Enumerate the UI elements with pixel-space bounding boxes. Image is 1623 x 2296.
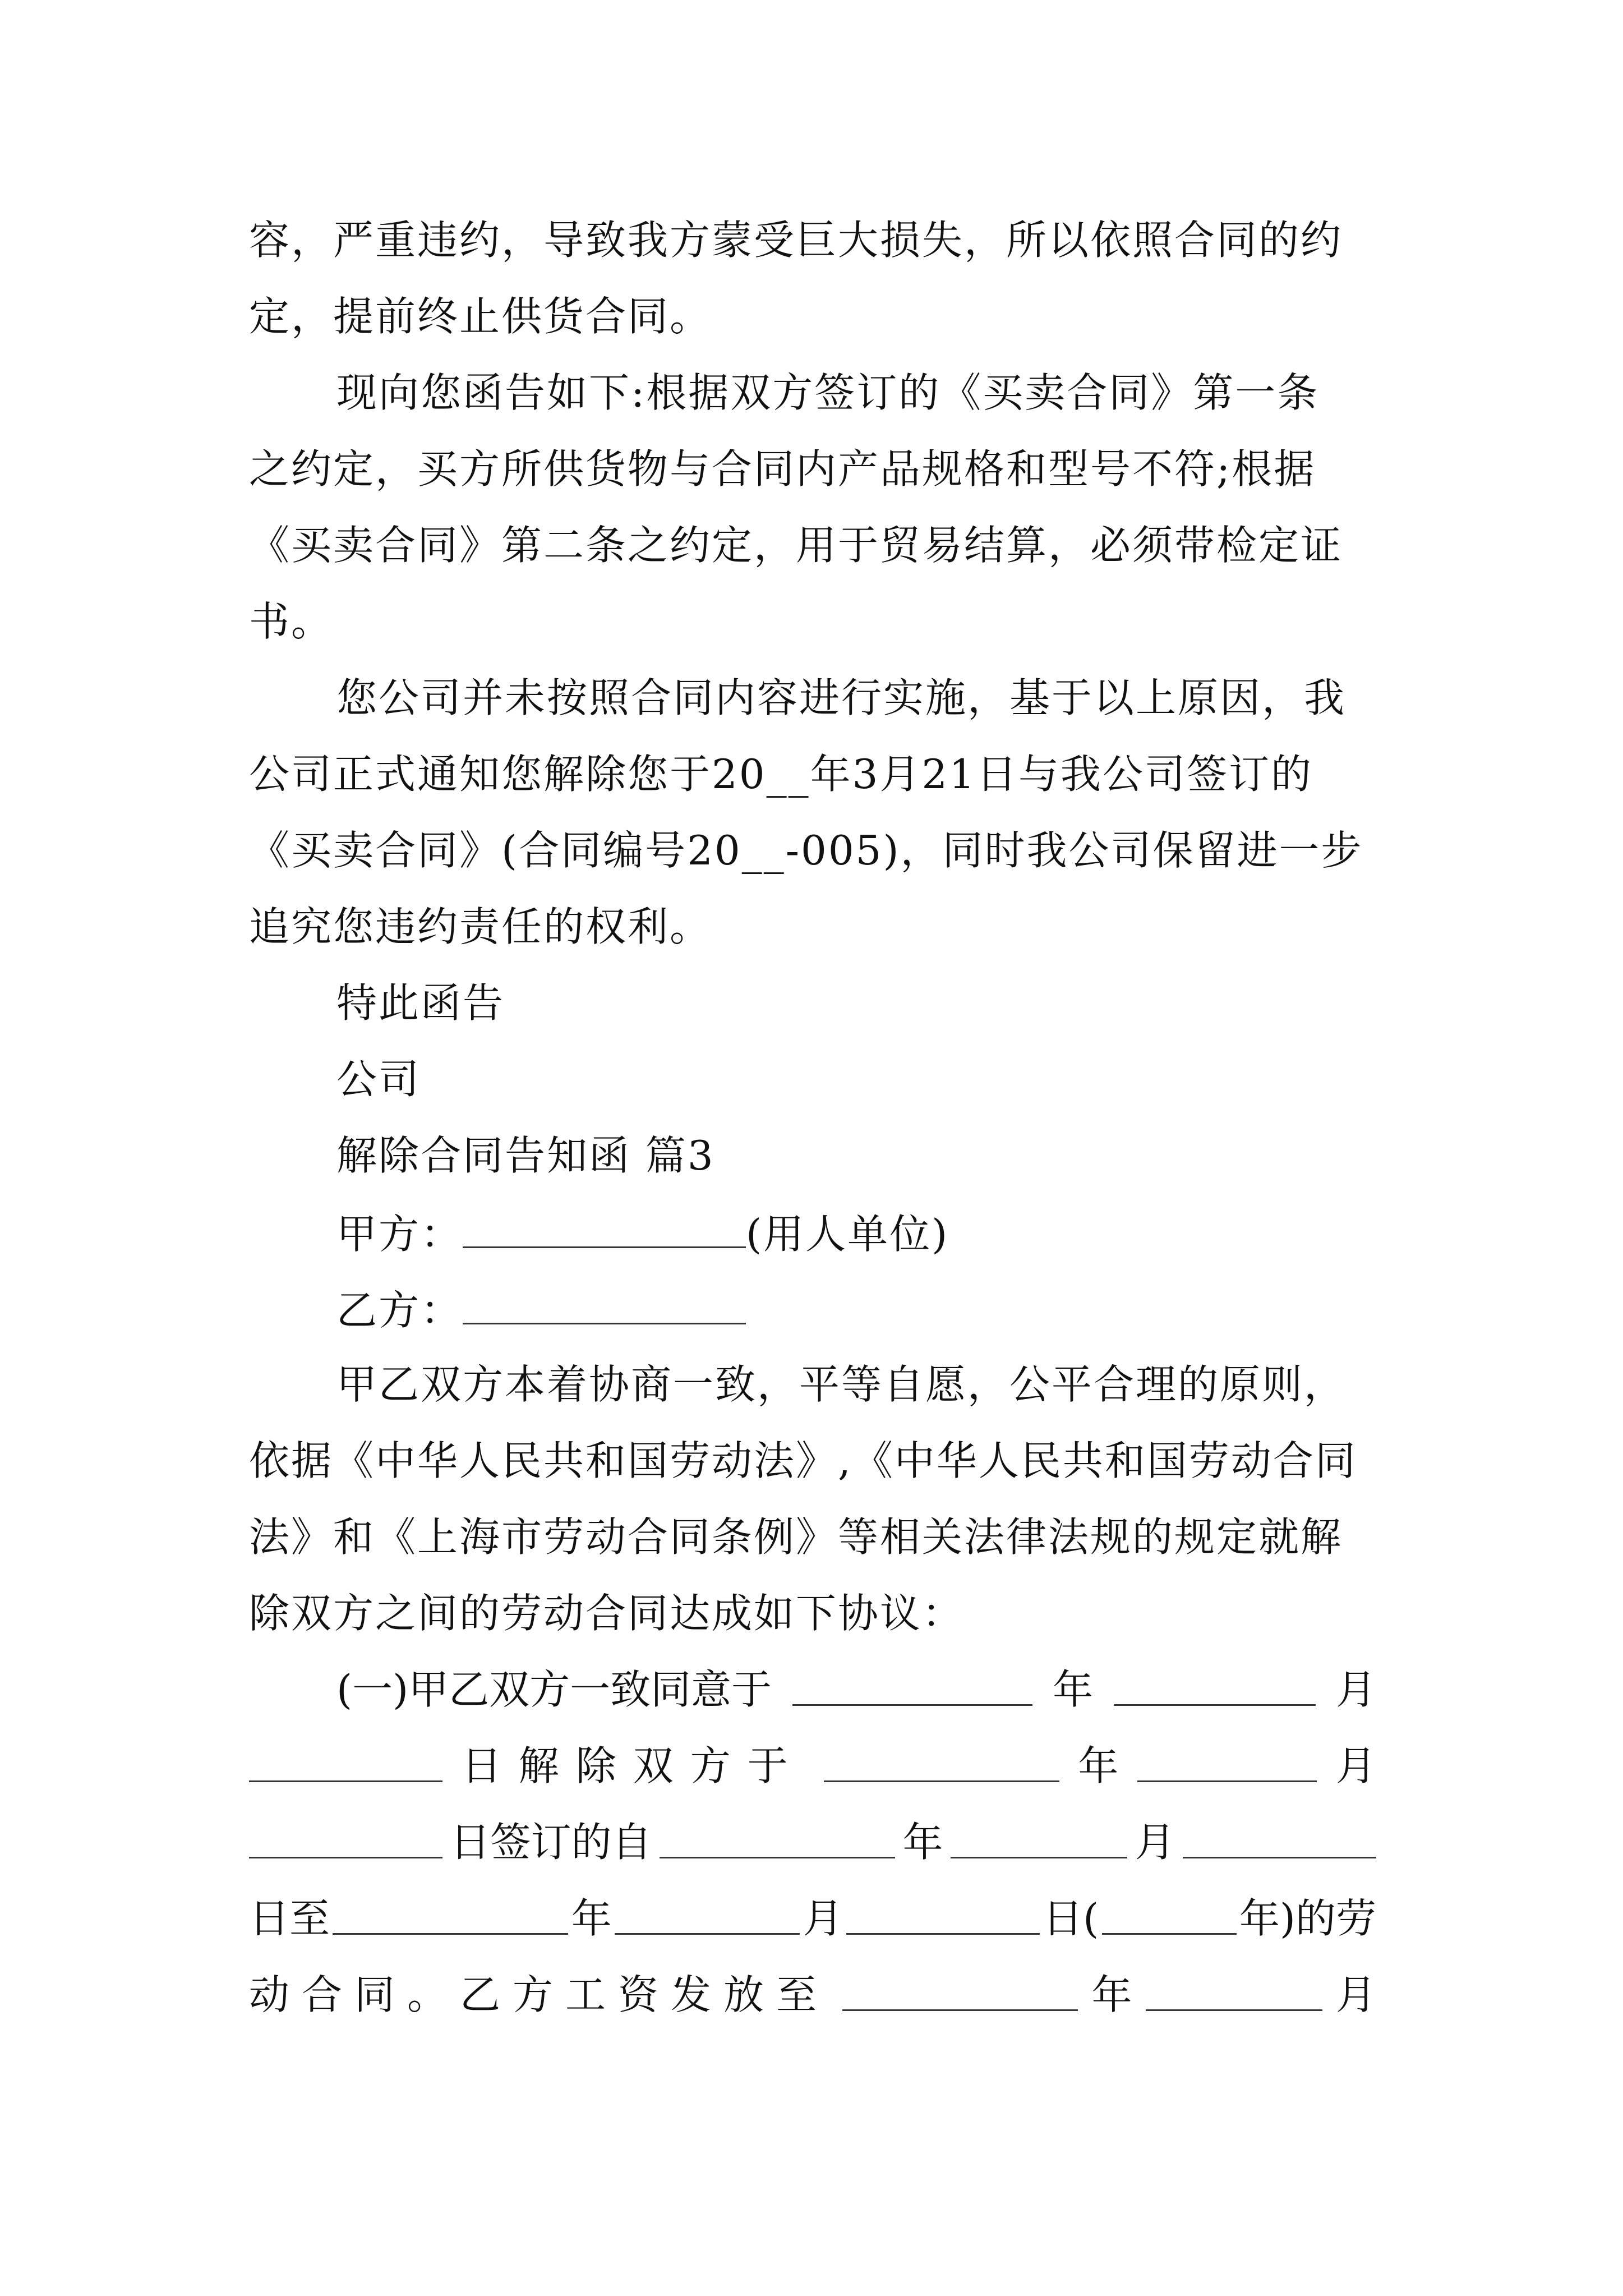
text-line-4: 之约定，买方所供货物与合同内产品规格和型号不符;根据 — [249, 445, 1316, 493]
year-text: 年 — [1091, 1971, 1132, 2018]
blank — [615, 1898, 800, 1935]
clause-1-line-5 — [249, 1971, 1376, 2018]
contract-text: 动合同。乙方工资发放至 — [249, 1971, 829, 2018]
company-text: 公司 — [336, 1056, 421, 1103]
blank — [1146, 1975, 1322, 2011]
month-text: 月 — [1135, 1819, 1175, 1866]
dissolve-text: 日解除双方于 — [461, 1742, 805, 1789]
blank — [1114, 1669, 1316, 1706]
year-text: 年 — [902, 1819, 943, 1866]
text-line-8: 公司正式通知您解除您于20__年3月21日与我公司签订的 — [249, 751, 1313, 798]
open-paren-text: 日( — [1043, 1895, 1099, 1942]
signed-text: 日签订的自 — [450, 1819, 652, 1866]
text-line-1: 容，严重违约，导致我方蒙受巨大损失，所以依照合同的约 — [249, 217, 1343, 264]
blank — [1102, 1898, 1237, 1935]
blank — [824, 1746, 1059, 1782]
party-a-label: 甲方： — [336, 1211, 463, 1258]
clause-1-line-3 — [249, 1819, 1376, 1866]
party-b-row — [336, 1287, 746, 1334]
text-line-11: 甲乙双方本着协商一致，平等自愿，公平合理的原则， — [336, 1361, 1347, 1408]
blank — [951, 1822, 1127, 1858]
text-line-9: 《买卖合同》(合同编号20__-005)，同时我公司保留进一步 — [249, 827, 1363, 874]
party-a-note: (用人单位) — [746, 1211, 949, 1258]
blank — [660, 1822, 895, 1858]
party-b-label: 乙方： — [336, 1287, 463, 1334]
month-text: 月 — [1335, 1666, 1376, 1713]
blank — [249, 1746, 442, 1782]
text-line-6: 书。 — [249, 598, 334, 645]
blank — [846, 1898, 1040, 1935]
month-text: 月 — [803, 1895, 843, 1942]
blank — [1183, 1822, 1376, 1858]
month-text: 月 — [1335, 1971, 1376, 2018]
blank — [792, 1669, 1032, 1706]
blank — [249, 1822, 442, 1858]
year-text: 年 — [1053, 1666, 1094, 1713]
party-b-blank — [463, 1288, 746, 1324]
term-text: 年)的劳 — [1239, 1895, 1376, 1942]
blank — [1137, 1746, 1317, 1782]
blank — [333, 1898, 568, 1935]
text-line-5: 《买卖合同》第二条之约定，用于贸易结算，必须带检定证 — [249, 522, 1343, 569]
clause-1-prefix: (一)甲乙双方一致同意于 — [336, 1666, 772, 1713]
text-line-13: 法》和《上海市劳动合同条例》等相关法律法规的规定就解 — [249, 1513, 1343, 1561]
clause-1-line-2 — [249, 1742, 1376, 1789]
text-line-3: 现向您函告如下:根据双方签订的《买卖合同》第一条 — [336, 369, 1320, 416]
blank — [842, 1975, 1078, 2011]
text-line-14: 除双方之间的劳动合同达成如下协议： — [249, 1590, 965, 1637]
text-line-2: 定，提前终止供货合同。 — [249, 293, 712, 340]
section-title: 解除合同告知函 篇3 — [336, 1132, 715, 1179]
to-text: 日至 — [249, 1895, 330, 1942]
clause-1-line-4 — [249, 1895, 1376, 1942]
text-line-12: 依据《中华人民共和国劳动法》,《中华人民共和国劳动合同 — [249, 1437, 1357, 1484]
party-a-row — [336, 1211, 949, 1258]
party-a-blank — [463, 1212, 746, 1248]
closing-text: 特此函告 — [336, 979, 505, 1027]
text-line-7: 您公司并未按照合同内容进行实施，基于以上原因，我 — [336, 674, 1347, 721]
clause-1-line-1 — [336, 1666, 1376, 1713]
month-text: 月 — [1335, 1742, 1376, 1789]
text-line-10: 追究您违约责任的权利。 — [249, 903, 712, 950]
year-text: 年 — [571, 1895, 612, 1942]
year-text: 年 — [1078, 1742, 1119, 1789]
